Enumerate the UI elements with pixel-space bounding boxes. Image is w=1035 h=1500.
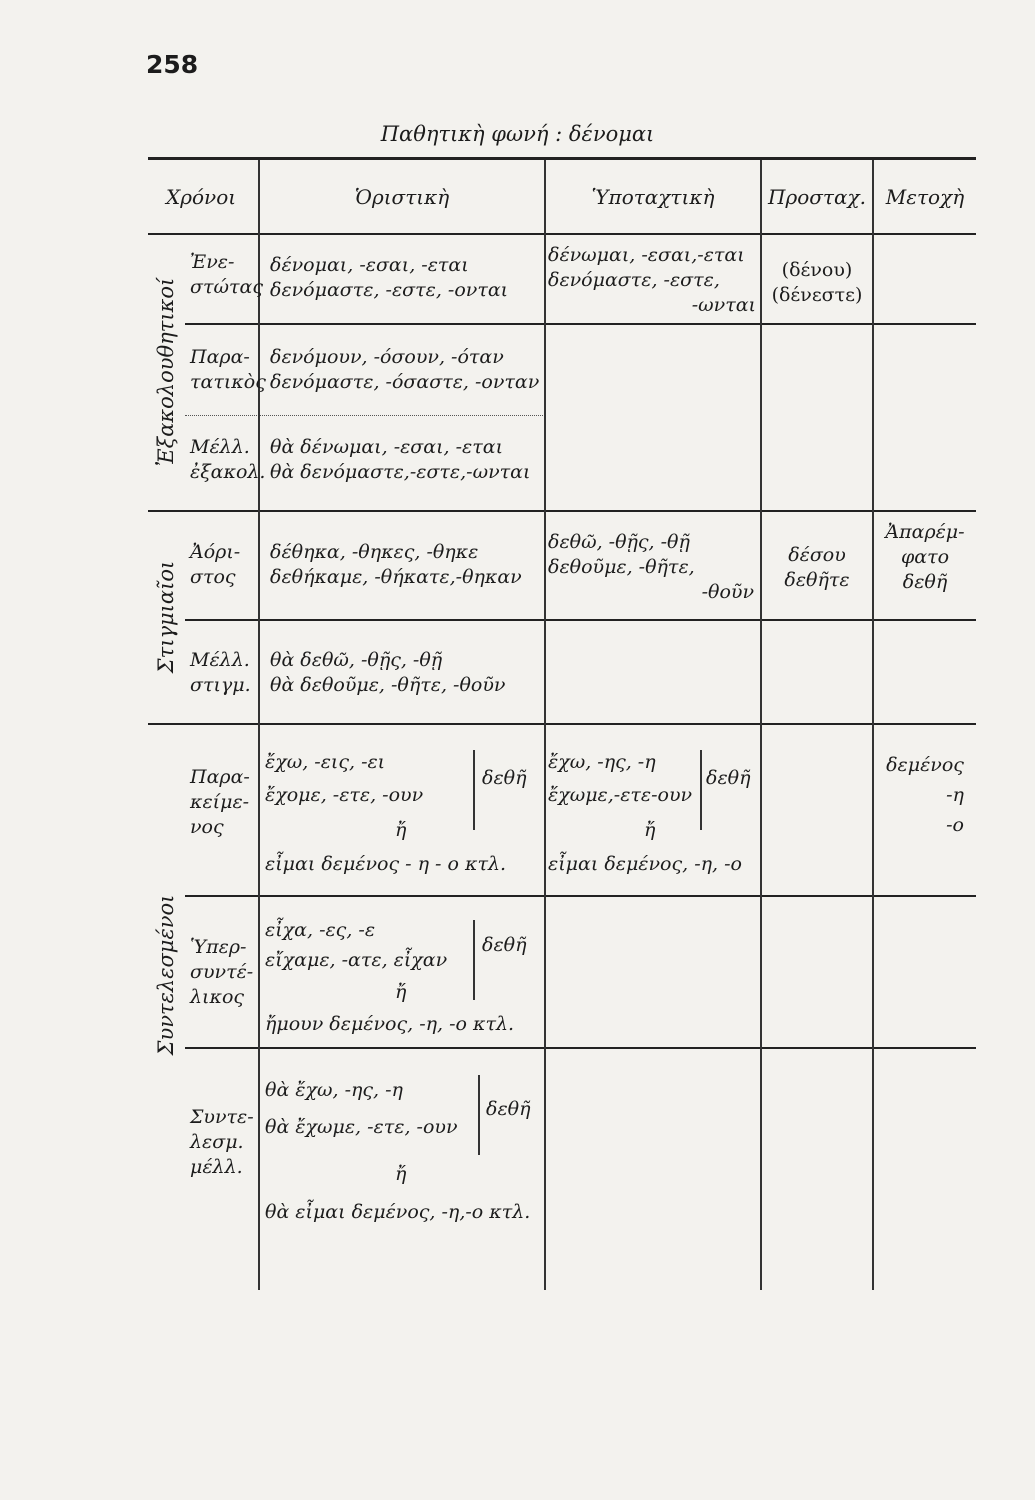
present-subjunctive: δένωμαι, -εσαι,-εται δενόμαστε, -εστε, -ωνται	[548, 244, 756, 316]
header-rule	[148, 233, 976, 235]
tense-perfect: Παρα- κείμε- νος	[190, 766, 250, 838]
imperfect-indicative: δενόμουν, -όσουν, -όταν δενόμαστε, -όσαστε, -ονταν	[270, 346, 540, 393]
header-participle: Μετοχὴ	[885, 185, 965, 209]
perfect-subjunctive-line1: ἔχω, -ης, -η	[548, 751, 656, 773]
pluperfect-indicative-line1: εἶχα, -ες, -ε	[265, 919, 376, 941]
perfect-sub-brace-line	[700, 750, 702, 830]
header-indicative: Ὁριστικὴ	[354, 185, 450, 209]
future-momentary-indicative: θὰ δεθῶ, -θῇς, -θῇ θὰ δεθοῦμε, -θῆτε, -θοῦν	[270, 649, 506, 696]
col-rule-tense	[258, 160, 260, 1290]
tense-future-momentary: Μέλλ. στιγμ.	[190, 649, 251, 696]
tense-pluperfect: Ὑπερ- συντέ- λικος	[190, 936, 254, 1008]
col-rule-subjunctive	[760, 160, 762, 1290]
futperf-indicative-line3: θὰ εἶμαι δεμένος, -η,-ο κτλ.	[265, 1201, 531, 1223]
perfect-indicative-line3: εἶμαι δεμένος - η - ο κτλ.	[265, 853, 507, 875]
rule-row-pluperfect	[185, 1047, 976, 1049]
perfect-subjunctive-line3: εἶμαι δεμένος, -η, -ο	[548, 853, 742, 875]
aorist-infinitive: Ἀπαρέμ- φατο δεθῆ	[885, 521, 965, 593]
header-tenses: Χρόνοι	[166, 185, 237, 209]
perfect-indicative-participle: δεθῆ	[482, 767, 527, 789]
perfect-subjunctive-participle: δεθῆ	[706, 767, 751, 789]
perfect-indicative-line1: ἔχω, -εις, -ει	[265, 751, 386, 773]
rule-row-perfect	[185, 895, 976, 897]
perfect-indicative-line2: ἔχομε, -ετε, -ουν	[265, 784, 424, 806]
futperf-indicative-line1: θὰ ἔχω, -ης, -η	[265, 1079, 403, 1101]
table-top-rule	[148, 157, 976, 160]
rule-row-aorist	[185, 619, 976, 621]
pluperfect-brace-line	[473, 920, 475, 1000]
page-number: 258	[146, 50, 199, 79]
dotted-rule-imperfect	[185, 415, 545, 416]
perfect-indicative-or: ἤ	[395, 819, 407, 841]
rule-momentary-perfect	[148, 723, 976, 725]
pluperfect-indicative-line3: ἤμουν δεμένος, -η, -ο κτλ.	[265, 1013, 515, 1035]
group-label-momentary: Στιγμιαῖοι	[154, 560, 178, 674]
futperf-indicative-participle: δεθῆ	[486, 1098, 531, 1120]
future-continuous-indicative: θὰ δένωμαι, -εσαι, -εται θὰ δενόμαστε,-εστε,-ωνται	[270, 436, 531, 483]
page-title: Παθητικὴ φωνή : δένομαι	[380, 122, 655, 146]
pluperfect-indicative-line2: εἴχαμε, -ατε, εἶχαν	[265, 949, 448, 971]
perfect-brace-line	[473, 750, 475, 830]
tense-present: Ἐνε- στώτας	[190, 251, 263, 298]
tense-imperfect: Παρα- τατικὸς	[190, 346, 266, 393]
aorist-indicative: δέθηκα, -θηκες, -θηκε δεθήκαμε, -θήκατε,-θηκαν	[270, 541, 522, 588]
tense-future-perfect: Συντε- λεσμ. μέλλ.	[190, 1106, 254, 1178]
aorist-subjunctive: δεθῶ, -θῇς, -θῇ δεθοῦμε, -θῆτε, -θοῦν	[548, 531, 754, 603]
rule-continuous-momentary	[148, 510, 976, 512]
col-rule-imperative	[872, 160, 874, 1290]
rule-row-present	[185, 323, 976, 325]
futperf-brace-line	[478, 1075, 480, 1155]
col-rule-indicative	[544, 160, 546, 1290]
tense-aorist: Ἀόρι- στος	[190, 541, 241, 588]
present-indicative: δένομαι, -εσαι, -εται δενόμαστε, -εστε, -ονται	[270, 254, 509, 301]
pluperfect-indicative-or: ἤ	[395, 981, 407, 1003]
futperf-indicative-line2: θὰ ἔχωμε, -ετε, -ουν	[265, 1116, 458, 1138]
aorist-imperative: δέσου δεθῆτε	[784, 544, 850, 591]
group-label-perfect: Συντελεσμένοι	[154, 894, 178, 1056]
perfect-subjunctive-or: ἤ	[644, 819, 656, 841]
header-subjunctive: Ὑποταχτικὴ	[591, 185, 715, 209]
pluperfect-indicative-participle: δεθῆ	[482, 934, 527, 956]
present-imperative: (δένου) (δένεστε)	[771, 259, 863, 306]
tense-future-continuous: Μέλλ. ἐξακολ.	[190, 436, 266, 483]
perfect-subjunctive-line2: ἔχωμε,-ετε-ουν	[548, 784, 693, 806]
header-imperative: Προσταχ.	[768, 185, 866, 209]
group-label-continuous: Ἐξακολουθητικοί	[154, 277, 178, 467]
futperf-indicative-or: ἤ	[395, 1163, 407, 1185]
perfect-participle: δεμένος -η -ο	[886, 754, 964, 836]
